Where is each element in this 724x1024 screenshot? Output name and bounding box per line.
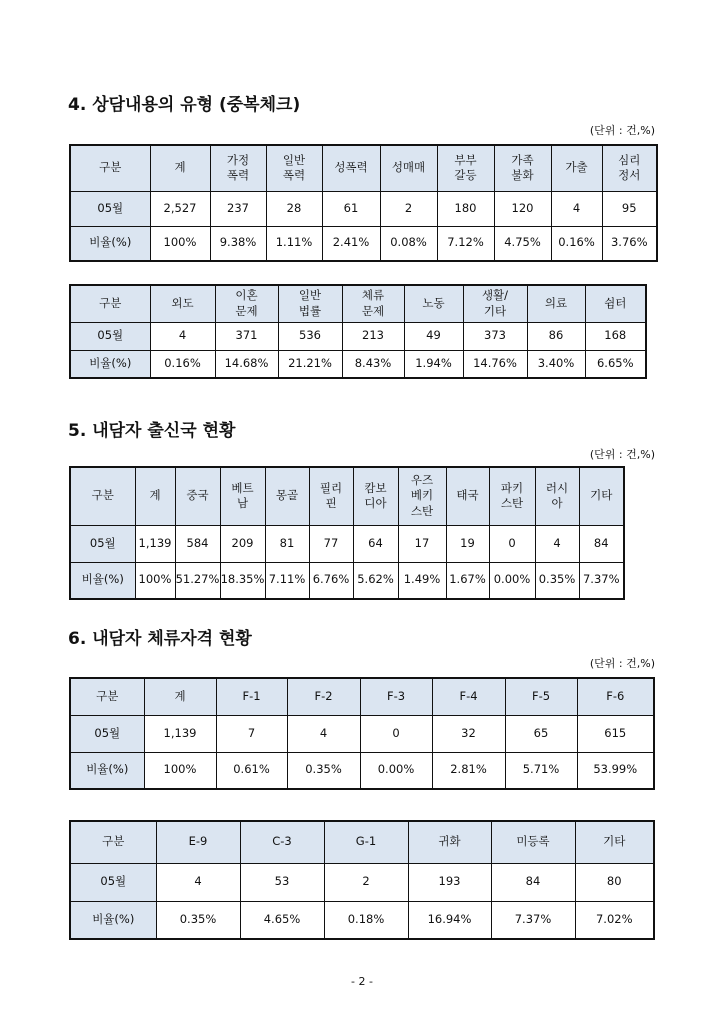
column-header: 의료 <box>527 285 585 322</box>
column-header: 쉼터 <box>585 285 646 322</box>
table-row <box>70 322 646 350</box>
table-cell: 81 <box>265 525 309 562</box>
table-cell: 0.16% <box>551 226 602 261</box>
table-cell: 193 <box>408 863 491 901</box>
table-cell: 51.27% <box>175 562 220 599</box>
table-cell: 615 <box>577 715 654 752</box>
row-label: 05월 <box>70 525 135 562</box>
table-cell: 8.43% <box>342 350 404 378</box>
table-cell: 4.65% <box>240 901 324 939</box>
table-cell: 584 <box>175 525 220 562</box>
row-label: 05월 <box>70 715 144 752</box>
table-cell: 1.67% <box>446 562 489 599</box>
table-row <box>70 191 657 226</box>
table-cell: 80 <box>575 863 654 901</box>
column-header: 기타 <box>575 821 654 863</box>
table-cell: 0.18% <box>324 901 408 939</box>
table-cell: 4 <box>150 322 215 350</box>
section-5-title: 5. 내담자 출신국 현황 <box>68 421 236 441</box>
column-header: F-5 <box>505 678 577 715</box>
header-row <box>70 145 657 191</box>
counseling-type-table-1 <box>69 144 658 262</box>
page-number: - 2 - <box>351 975 373 988</box>
table-row <box>70 226 657 261</box>
column-header: 일반 법률 <box>278 285 342 322</box>
table-cell: 9.38% <box>210 226 266 261</box>
table-cell: 19 <box>446 525 489 562</box>
table-cell: 1.94% <box>404 350 463 378</box>
section-6-title: 6. 내담자 체류자격 현황 <box>68 629 252 649</box>
table-cell: 95 <box>602 191 657 226</box>
table-cell: 64 <box>353 525 398 562</box>
table-cell: 14.76% <box>463 350 527 378</box>
table-cell: 1,139 <box>144 715 216 752</box>
section-5-unit: (단위 : 건,%) <box>589 448 655 461</box>
table-cell: 120 <box>494 191 551 226</box>
column-header: 기타 <box>579 467 624 525</box>
column-header: 계 <box>150 145 210 191</box>
table-row <box>70 562 624 599</box>
table-cell: 1.11% <box>266 226 322 261</box>
table-cell: 3.40% <box>527 350 585 378</box>
column-header: 계 <box>144 678 216 715</box>
table-cell: 86 <box>527 322 585 350</box>
column-header: 미등록 <box>491 821 575 863</box>
table-cell: 14.68% <box>215 350 278 378</box>
column-header: 귀화 <box>408 821 491 863</box>
table-cell: 49 <box>404 322 463 350</box>
table-cell: 7.37% <box>579 562 624 599</box>
table-cell: 6.65% <box>585 350 646 378</box>
table-cell: 7.12% <box>437 226 494 261</box>
column-header: 가정 폭력 <box>210 145 266 191</box>
table-cell: 100% <box>144 752 216 789</box>
column-header: 노동 <box>404 285 463 322</box>
column-header: 구분 <box>70 467 135 525</box>
table-cell: 28 <box>266 191 322 226</box>
column-header: 생활/ 기타 <box>463 285 527 322</box>
column-header: C-3 <box>240 821 324 863</box>
table-cell: 61 <box>322 191 380 226</box>
column-header: 파키 스탄 <box>489 467 535 525</box>
column-header: 외도 <box>150 285 215 322</box>
table-cell: 53.99% <box>577 752 654 789</box>
country-of-origin-table <box>69 466 625 600</box>
column-header: 중국 <box>175 467 220 525</box>
section-6-unit: (단위 : 건,%) <box>589 657 655 670</box>
row-label: 비율(%) <box>70 562 135 599</box>
table-cell: 4.75% <box>494 226 551 261</box>
column-header: 구분 <box>70 678 144 715</box>
section-4-unit: (단위 : 건,%) <box>589 124 655 137</box>
table-cell: 100% <box>150 226 210 261</box>
column-header: 성매매 <box>380 145 437 191</box>
table-cell: 32 <box>432 715 505 752</box>
table-cell: 0.08% <box>380 226 437 261</box>
table-cell: 65 <box>505 715 577 752</box>
column-header: F-3 <box>360 678 432 715</box>
table-cell: 2,527 <box>150 191 210 226</box>
column-header: F-6 <box>577 678 654 715</box>
column-header: 심리 정서 <box>602 145 657 191</box>
column-header: 이혼 문제 <box>215 285 278 322</box>
table-cell: 237 <box>210 191 266 226</box>
header-row <box>70 821 654 863</box>
table-cell: 84 <box>579 525 624 562</box>
table-cell: 7.37% <box>491 901 575 939</box>
table-cell: 6.76% <box>309 562 353 599</box>
table-cell: 0.16% <box>150 350 215 378</box>
column-header: F-1 <box>216 678 287 715</box>
row-label: 05월 <box>70 322 150 350</box>
column-header: 필리 핀 <box>309 467 353 525</box>
row-label: 05월 <box>70 191 150 226</box>
column-header: F-2 <box>287 678 360 715</box>
table-cell: 168 <box>585 322 646 350</box>
table-cell: 0.00% <box>489 562 535 599</box>
table-cell: 77 <box>309 525 353 562</box>
table-cell: 2 <box>324 863 408 901</box>
row-label: 비율(%) <box>70 901 156 939</box>
table-cell: 0.00% <box>360 752 432 789</box>
table-cell: 373 <box>463 322 527 350</box>
column-header: G-1 <box>324 821 408 863</box>
table-cell: 0 <box>360 715 432 752</box>
table-cell: 180 <box>437 191 494 226</box>
table-cell: 18.35% <box>220 562 265 599</box>
column-header: 가족 불화 <box>494 145 551 191</box>
table-row <box>70 715 654 752</box>
table-row <box>70 901 654 939</box>
row-label: 비율(%) <box>70 752 144 789</box>
table-cell: 4 <box>156 863 240 901</box>
header-row <box>70 467 624 525</box>
table-cell: 7.11% <box>265 562 309 599</box>
table-cell: 2.81% <box>432 752 505 789</box>
table-cell: 0.35% <box>287 752 360 789</box>
table-cell: 4 <box>535 525 579 562</box>
column-header: 베트 남 <box>220 467 265 525</box>
table-cell: 3.76% <box>602 226 657 261</box>
column-header: 태국 <box>446 467 489 525</box>
residence-status-table-1 <box>69 677 655 790</box>
table-cell: 371 <box>215 322 278 350</box>
column-header: 구분 <box>70 285 150 322</box>
column-header: 캄보 디아 <box>353 467 398 525</box>
section-4-title: 4. 상담내용의 유형 (중복체크) <box>68 95 301 115</box>
table-cell: 4 <box>551 191 602 226</box>
column-header: 일반 폭력 <box>266 145 322 191</box>
column-header: 가출 <box>551 145 602 191</box>
header-row <box>70 678 654 715</box>
column-header: 구분 <box>70 145 150 191</box>
column-header: 계 <box>135 467 175 525</box>
header-row <box>70 285 646 322</box>
table-cell: 209 <box>220 525 265 562</box>
column-header: 구분 <box>70 821 156 863</box>
residence-status-table-2 <box>69 820 655 940</box>
table-row <box>70 525 624 562</box>
row-label: 비율(%) <box>70 226 150 261</box>
table-cell: 2.41% <box>322 226 380 261</box>
table-cell: 53 <box>240 863 324 901</box>
table-cell: 5.62% <box>353 562 398 599</box>
counseling-type-table-2 <box>69 284 647 379</box>
table-cell: 2 <box>380 191 437 226</box>
table-cell: 213 <box>342 322 404 350</box>
table-cell: 7.02% <box>575 901 654 939</box>
table-cell: 17 <box>398 525 446 562</box>
column-header: 몽골 <box>265 467 309 525</box>
table-cell: 21.21% <box>278 350 342 378</box>
table-cell: 536 <box>278 322 342 350</box>
table-cell: 1,139 <box>135 525 175 562</box>
table-cell: 84 <box>491 863 575 901</box>
table-cell: 16.94% <box>408 901 491 939</box>
table-cell: 0.35% <box>156 901 240 939</box>
table-cell: 4 <box>287 715 360 752</box>
column-header: 성폭력 <box>322 145 380 191</box>
table-cell: 0.35% <box>535 562 579 599</box>
table-cell: 0.61% <box>216 752 287 789</box>
column-header: 체류 문제 <box>342 285 404 322</box>
column-header: 러시 아 <box>535 467 579 525</box>
table-cell: 7 <box>216 715 287 752</box>
table-row <box>70 752 654 789</box>
table-cell: 100% <box>135 562 175 599</box>
table-cell: 1.49% <box>398 562 446 599</box>
column-header: 우즈 베키 스탄 <box>398 467 446 525</box>
column-header: E-9 <box>156 821 240 863</box>
column-header: F-4 <box>432 678 505 715</box>
row-label: 비율(%) <box>70 350 150 378</box>
table-cell: 5.71% <box>505 752 577 789</box>
row-label: 05월 <box>70 863 156 901</box>
table-cell: 0 <box>489 525 535 562</box>
table-row <box>70 350 646 378</box>
column-header: 부부 갈등 <box>437 145 494 191</box>
table-row <box>70 863 654 901</box>
